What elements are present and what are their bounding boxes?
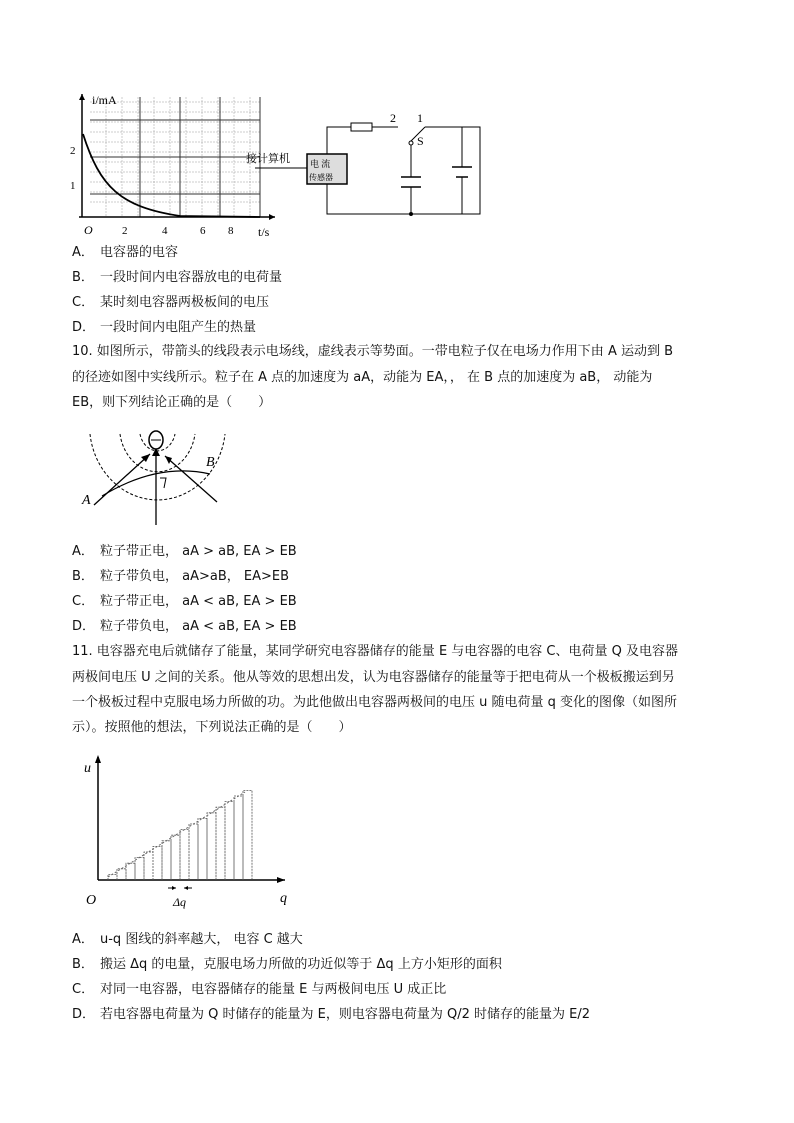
point-b-label: B [206,455,215,470]
origin-label: O [86,893,97,908]
option-label: C． [72,982,95,997]
option-label: D． [72,320,96,335]
y-axis-label: u [84,761,91,776]
option-label: A． [72,932,94,947]
option-text: 搬运 Δq 的电量，克服电场力所做的功近似等于 Δq 上方小矩形的面积 [100,957,502,972]
option-text: u-q 图线的斜率越大， 电容 C 越大 [100,932,303,947]
q11-stem-line: 一个极板过程中克服电场力所做的功。为此他做出电容器两极间的电压 u 随电荷量 q 变化的图像（如图所 [72,695,678,710]
q11-option-d [72,1006,590,1024]
option-text: 粒子带负电， aA < aB, EA > EB [100,619,297,634]
x-axis-label: q [280,891,287,906]
sensor-label: 电 流 [310,159,331,169]
q10-stem-line: 的径迹如图中实线所示。粒子在 A 点的加速度为 aA，动能为 EA，， 在 B 点的加速度为 aB， 动能为 [72,370,653,385]
sensor-label: 传感器 [309,173,333,182]
q11-option-c [72,981,446,999]
option-label: B． [72,569,94,584]
q10-stem-line: EB，则下列结论正确的是（ ） [72,395,272,410]
x-tick: 6 [200,225,206,237]
step-rectangles [108,790,252,880]
q10-option-b [72,568,289,586]
option-text: 若电容器电荷量为 Q 时储存的能量为 E，则电容器电荷量为 Q/2 时储存的能量为 E/2 [100,1007,590,1022]
option-label: D． [72,1007,96,1022]
x-tick: 4 [162,225,168,237]
switch-position-1: 1 [417,111,423,125]
option-label: A． [72,544,94,559]
q11-option-a [72,931,303,949]
option-label: C． [72,295,95,310]
q11-stem-line: 示）。按照他的想法，下列说法正确的是（ ） [72,720,352,735]
q11-option-b [72,956,502,974]
option-label: C． [72,594,95,609]
computer-label: 接计算机 [246,153,290,165]
q9-option-d [72,319,256,337]
option-text: 某时刻电容器两极板间的电压 [100,295,270,310]
option-text: 对同一电容器，电容器储存的能量 E 与两极间电压 U 成正比 [100,982,447,997]
option-text: 一段时间内电阻产生的热量 [100,320,257,335]
u-q-graph [80,752,310,917]
delta-q-label: Δq [173,895,187,909]
option-label: A． [72,245,94,260]
option-text: 电容器的电容 [100,245,179,260]
switch-position-2: 2 [390,111,396,125]
x-axis-label: t/s [258,225,270,239]
electric-field-figure [70,422,250,532]
force-label: F [164,490,165,491]
switch-label: S [417,134,424,148]
option-text: 粒子带正电， aA > aB, EA > EB [100,544,297,559]
q11-stem-line: 11. 电容器充电后就储存了能量，某同学研究电容器储存的能量 E 与电容器的电容 C、电荷量 Q 及电容器 [72,644,678,659]
q10-option-c [72,593,297,611]
y-tick: 2 [70,145,76,157]
q9-option-a [72,244,178,262]
q11-stem-line: 两极间电压 U 之间的关系。他从等效的思想出发，认为电容器储存的能量等于把电荷从一个极板搬运到另 [72,670,675,685]
y-tick: 1 [70,180,76,192]
option-label: B． [72,270,94,285]
point-a-label: A [82,493,91,508]
q10-option-d [72,618,297,636]
q10-option-a [72,543,297,561]
q9-option-b [72,269,282,287]
q9-option-c [72,294,269,312]
option-label: B． [72,957,94,972]
option-text: 粒子带正电， aA < aB, EA > EB [100,594,297,609]
origin-label: O [84,223,93,237]
y-axis-label: i/mA [92,93,117,107]
x-tick: 2 [122,225,128,237]
option-text: 一段时间内电容器放电的电荷量 [100,270,283,285]
option-text: 粒子带负电， aA>aB， EA>EB [100,569,290,584]
current-time-graph-and-circuit [70,92,490,240]
option-label: D． [72,619,96,634]
q10-stem-line: 10. 如图所示，带箭头的线段表示电场线，虚线表示等势面。一带电粒子仅在电场力作用下由 A 运动到 B [72,344,674,359]
x-tick: 8 [228,225,234,237]
